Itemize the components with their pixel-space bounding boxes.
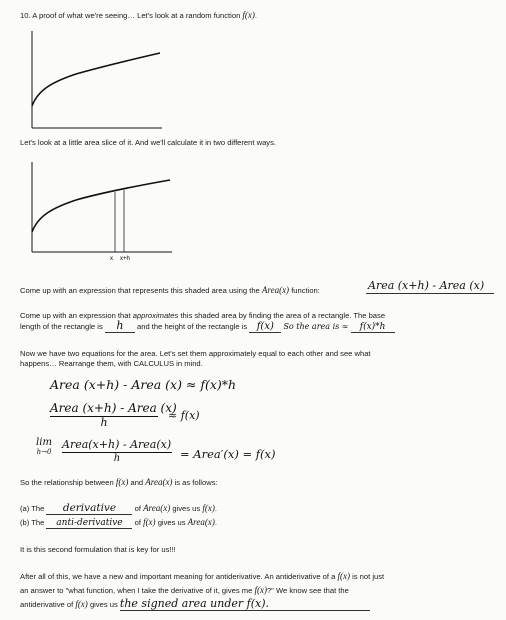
area-note: So the area is ≈ bbox=[283, 322, 349, 331]
lim-word: lim bbox=[36, 437, 52, 448]
rel-b-area: Area(x) bbox=[187, 517, 215, 527]
q1-answer-line bbox=[366, 293, 494, 294]
conclusion-line3 bbox=[20, 599, 370, 611]
q2-line1-emphasis: approximates bbox=[132, 311, 179, 320]
title-suffix: . bbox=[254, 11, 258, 20]
relationship-a: (a) The derivative of Area(x) gives us f(x). bbox=[20, 502, 217, 514]
conc-l3-f: f(x) bbox=[75, 599, 88, 609]
eq3-rhs: = Area′(x) = f(x) bbox=[180, 447, 276, 461]
height-answer: f(x) bbox=[256, 321, 274, 332]
limit-notation bbox=[32, 437, 56, 456]
conc-l1-f: f(x) bbox=[337, 571, 350, 581]
rel-intro-area: Area(x) bbox=[145, 477, 173, 487]
conclusion-line1 bbox=[20, 571, 384, 582]
eq2-numerator: Area (x+h) - Area (x) bbox=[50, 401, 177, 415]
conc-l2-pre: an answer to "what function, when I take the derivative of it, gives me bbox=[20, 586, 253, 595]
q2-line1-post: this shaded area by finding the area of a rectangle. The base bbox=[180, 311, 386, 320]
rel-a-post: of bbox=[134, 504, 141, 513]
function-graph bbox=[24, 28, 164, 130]
rel-b-gives: gives us bbox=[157, 518, 186, 527]
conc-l1-post: is not just bbox=[352, 572, 385, 581]
work-equation-2 bbox=[50, 401, 177, 429]
slice-label-x: x bbox=[110, 256, 113, 262]
rel-a-area: Area(x) bbox=[143, 503, 171, 513]
relationship-b: (b) The anti-derivative of f(x) gives us Area(x). bbox=[20, 517, 217, 528]
rel-b-answer: anti-derivative bbox=[56, 518, 123, 528]
q1-text: Come up with an expression that represents this shaded area using the bbox=[20, 286, 260, 295]
equate-instructions-line1: Now we have two equations for the area. Let's set them approximately equal to each other and see what bbox=[20, 349, 371, 358]
area-answer: f(x)*h bbox=[359, 322, 386, 332]
eq3-denominator: h bbox=[113, 453, 121, 464]
area-function-question bbox=[20, 285, 320, 296]
key-note: It is this second formulation that is key for us!!! bbox=[20, 545, 176, 554]
conc-l2-f: f(x) bbox=[254, 585, 267, 595]
conc-l3-post: gives us bbox=[89, 600, 118, 609]
base-answer-blank bbox=[105, 321, 135, 333]
rel-a-answer: derivative bbox=[62, 502, 117, 514]
height-answer-blank bbox=[249, 322, 281, 333]
eq3-numerator: Area(x+h) - Area(x) bbox=[62, 438, 172, 451]
base-answer: h bbox=[116, 319, 124, 332]
title-function: f(x) bbox=[242, 10, 255, 20]
rectangle-question-line1 bbox=[20, 311, 385, 321]
conc-answer-blank bbox=[120, 599, 370, 611]
problem-title bbox=[20, 10, 257, 21]
rectangle-question-line2 bbox=[20, 321, 395, 333]
q1-text-after: function: bbox=[291, 286, 320, 295]
rel-b-pre: (b) The bbox=[20, 518, 45, 527]
slice-intro-text: Let's look at a little area slice of it. And we'll calculate it in two different ways. bbox=[20, 138, 277, 147]
rel-a-f: f(x) bbox=[202, 503, 215, 513]
q1-area-func: Area(x) bbox=[261, 285, 290, 295]
q2-line1-pre: Come up with an expression that bbox=[20, 311, 131, 320]
rel-a-pre: (a) The bbox=[20, 504, 45, 513]
lim-subscript: h→0 bbox=[36, 448, 52, 456]
graph2-curve bbox=[32, 180, 170, 232]
conc-l2-post: ?" We know see that the bbox=[266, 586, 349, 595]
rel-b-blank bbox=[46, 518, 132, 529]
rel-b-post: of bbox=[134, 518, 141, 527]
area-slice-graph bbox=[24, 160, 174, 264]
work-equation-3 bbox=[62, 438, 172, 465]
rel-intro-post: is as follows: bbox=[174, 478, 218, 487]
q1-handwritten-answer: Area (x+h) - Area (x) bbox=[368, 279, 485, 292]
conclusion-line2 bbox=[20, 585, 349, 596]
conc-l1-pre: After all of this, we have a new and important meaning for antiderivative. An antiderivative of a bbox=[20, 572, 336, 581]
conc-answer: the signed area under f(x). bbox=[119, 597, 269, 610]
q2-base-prompt: length of the rectangle is bbox=[20, 322, 103, 331]
area-answer-blank bbox=[351, 322, 395, 333]
graph1-curve bbox=[32, 53, 160, 106]
q2-height-prompt: and the height of the rectangle is bbox=[137, 322, 248, 331]
equate-instructions-line2: happens… Rearrange them, with CALCULUS in mind. bbox=[20, 359, 203, 368]
rel-intro-pre: So the relationship between bbox=[20, 478, 114, 487]
conc-l3-pre: antiderivative of bbox=[20, 600, 74, 609]
rel-b-f: f(x) bbox=[143, 517, 156, 527]
eq2-denominator: h bbox=[100, 416, 108, 429]
rel-a-blank bbox=[46, 503, 132, 515]
relationship-intro bbox=[20, 477, 218, 488]
eq2-rhs: ≈ f(x) bbox=[168, 409, 200, 422]
rel-intro-mid: and bbox=[130, 478, 144, 487]
title-prefix: 10. A proof of what we're seeing… Let's look at a random function bbox=[20, 11, 241, 20]
rel-a-gives: gives us bbox=[172, 504, 201, 513]
slice-label-x-plus-h: x+h bbox=[120, 256, 130, 262]
work-equation-1: Area (x+h) - Area (x) ≈ f(x)*h bbox=[50, 377, 237, 392]
rel-intro-f: f(x) bbox=[115, 477, 129, 487]
